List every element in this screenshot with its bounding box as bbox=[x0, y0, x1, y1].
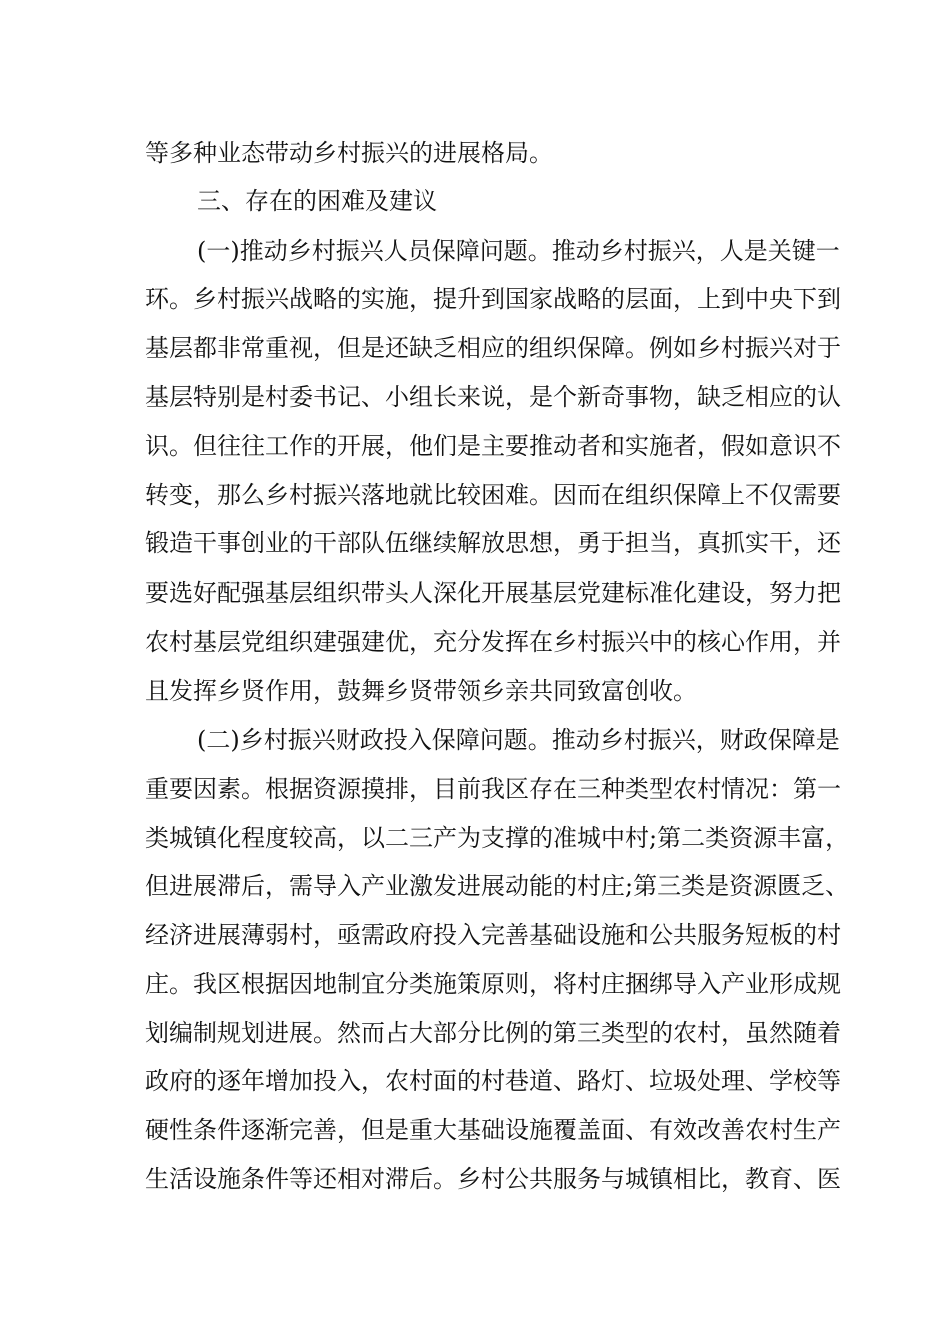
text-line-4: 环。乡村振兴战略的实施，提升到国家战略的层面，上到中央下到 bbox=[145, 285, 841, 313]
text-line-15: 类城镇化程度较高，以二三产为支撑的准城中村;第二类资源丰富， bbox=[145, 824, 850, 852]
text-line-21: 硬性条件逐渐完善，但是重大基础设施覆盖面、有效改善农村生产 bbox=[145, 1116, 841, 1144]
text-line-10: 要选好配强基层组织带头人深化开展基层党建标准化建设，努力把 bbox=[145, 579, 841, 607]
text-line-1: 等多种业态带动乡村振兴的进展格局。 bbox=[145, 139, 553, 167]
text-line-3: (一)推动乡村振兴人员保障问题。推动乡村振兴，人是关键一 bbox=[197, 237, 840, 265]
text-line-16: 但进展滞后，需导入产业激发进展动能的村庄;第三类是资源匮乏、 bbox=[145, 872, 850, 900]
text-line-13: (二)乡村振兴财政投入保障问题。推动乡村振兴，财政保障是 bbox=[197, 726, 840, 754]
text-line-11: 农村基层党组织建强建优，充分发挥在乡村振兴中的核心作用，并 bbox=[145, 628, 841, 656]
text-line-6: 基层特别是村委书记、小组长来说，是个新奇事物，缺乏相应的认 bbox=[145, 383, 841, 411]
text-line-5: 基层都非常重视，但是还缺乏相应的组织保障。例如乡村振兴对于 bbox=[145, 334, 841, 362]
text-line-9: 锻造干事创业的干部队伍继续解放思想，勇于担当，真抓实干，还 bbox=[145, 529, 841, 557]
text-line-7: 识。但往往工作的开展，他们是主要推动者和实施者，假如意识不 bbox=[145, 432, 841, 460]
section-heading: 三、存在的困难及建议 bbox=[197, 187, 437, 215]
text-line-12: 且发挥乡贤作用，鼓舞乡贤带领乡亲共同致富创收。 bbox=[145, 677, 697, 705]
text-line-8: 转变，那么乡村振兴落地就比较困难。因而在组织保障上不仅需要 bbox=[145, 481, 841, 509]
text-line-18: 庄。我区根据因地制宜分类施策原则，将村庄捆绑导入产业形成规 bbox=[145, 970, 841, 998]
text-line-19: 划编制规划进展。然而占大部分比例的第三类型的农村，虽然随着 bbox=[145, 1019, 841, 1047]
text-line-22: 生活设施条件等还相对滞后。乡村公共服务与城镇相比，教育、医 bbox=[145, 1165, 841, 1193]
text-line-14: 重要因素。根据资源摸排，目前我区存在三种类型农村情况：第一 bbox=[145, 775, 841, 803]
text-line-17: 经济进展薄弱村，亟需政府投入完善基础设施和公共服务短板的村 bbox=[145, 921, 841, 949]
text-line-20: 政府的逐年增加投入，农村面的村巷道、路灯、垃圾处理、学校等 bbox=[145, 1067, 841, 1095]
